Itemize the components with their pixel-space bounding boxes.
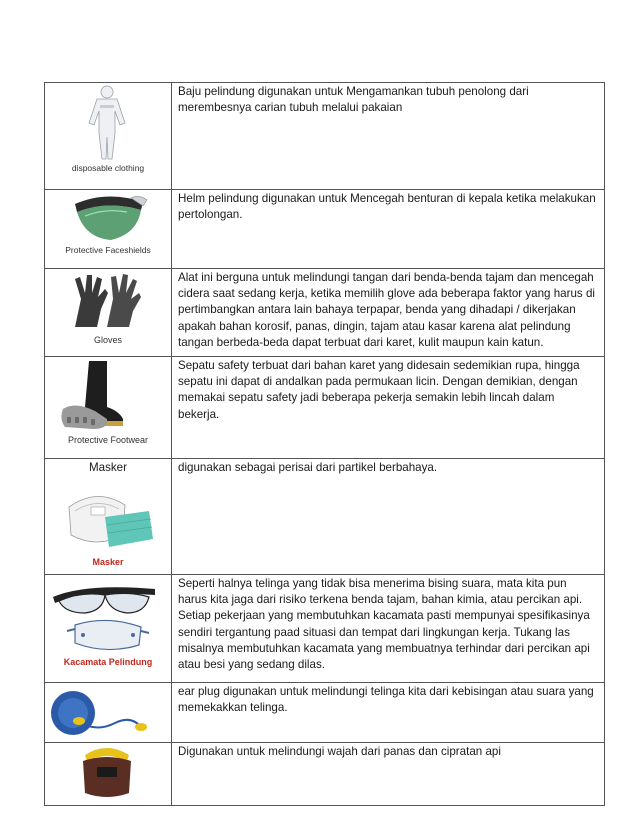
image-cell [45, 575, 172, 683]
description-text: Sepatu safety terbuat dari bahan karet yang didesain sedemikian rupa, hingga sepatu ini dapat di andalkan pada permukaan licin. Dengan demikian, dengan memakai sepatu safety jadi beberapa pekerja semakin lebih lincah dalam bekerja. [172, 357, 605, 459]
image-cell [45, 357, 172, 459]
goggles-icon [45, 575, 171, 659]
image-caption: Masker [92, 557, 124, 567]
description-text: Digunakan untuk melindungi wajah dari panas dan cipratan api [172, 743, 605, 806]
table-row [45, 683, 605, 743]
image-caption: Protective Faceshields [65, 245, 151, 255]
image-cell [45, 743, 172, 806]
image-caption: Protective Footwear [67, 435, 149, 445]
image-cell [45, 459, 172, 575]
description-text: digunakan sebagai perisai dari partikel berbahaya. [172, 459, 605, 575]
image-cell [45, 190, 172, 269]
table-row [45, 357, 605, 459]
table-row [45, 459, 605, 575]
welding-shield-icon [45, 743, 171, 803]
table-row [45, 575, 605, 683]
ppe-table [44, 82, 605, 806]
image-caption: Gloves [93, 335, 122, 345]
gloves-icon [45, 269, 171, 331]
table-row [45, 83, 605, 190]
mask-icon [45, 477, 171, 557]
table-row [45, 743, 605, 806]
row-label: Masker [88, 461, 127, 474]
faceshield-icon [45, 190, 171, 244]
description-text: Helm pelindung digunakan untuk Mencegah benturan di kepala ketika melakukan pertolongan. [172, 190, 605, 269]
description-text: ear plug digunakan untuk melindungi telinga kita dari kebisingan atau suara yang memekakkan telinga. [172, 683, 605, 743]
table-row [45, 269, 605, 357]
image-cell [45, 683, 172, 743]
table-row [45, 190, 605, 269]
earplug-icon [45, 683, 171, 741]
image-caption: disposable clothing [71, 163, 145, 173]
image-caption: Kacamata Pelindung [63, 657, 153, 667]
description-text: Alat ini berguna untuk melindungi tangan dari benda-benda tajam dan mencegah cidera saat sedang kerja, ketika memilih glove ada beberapa faktor yang harus di pertimbangkan antara lain bahaya terpapar, benda yang dihadapi / dikerjakan apakah bahan korosif, panas, dingin, tajam atau kasar karena alat pelindung tangan berbeda-beda dapat terbuat dari karet, kulit maupun kain katun. [172, 269, 605, 357]
description-text: Baju pelindung digunakan untuk Mengamankan tubuh penolong dari merembesnya carian tubuh melalui pakaian [172, 83, 605, 190]
description-text: Seperti halnya telinga yang tidak bisa menerima bising suara, mata kita pun harus kita jaga dari risiko terkena benda tajam, bahan kimia, atau percikan api. Setiap pekerjaan yang membutuhkan kacamata pasti mempunyai spesifikasinya sendiri tergantung paad situasi dan tempat dari lingkungan kerja. Tukang las misalnya membutuhkan kacamata yang membuatnya terhindar dari percikan api atau besi yang sedang dilas. [172, 575, 605, 683]
disposable-clothing-icon [45, 83, 171, 163]
image-cell [45, 269, 172, 357]
image-cell [45, 83, 172, 190]
boots-icon [45, 357, 171, 433]
